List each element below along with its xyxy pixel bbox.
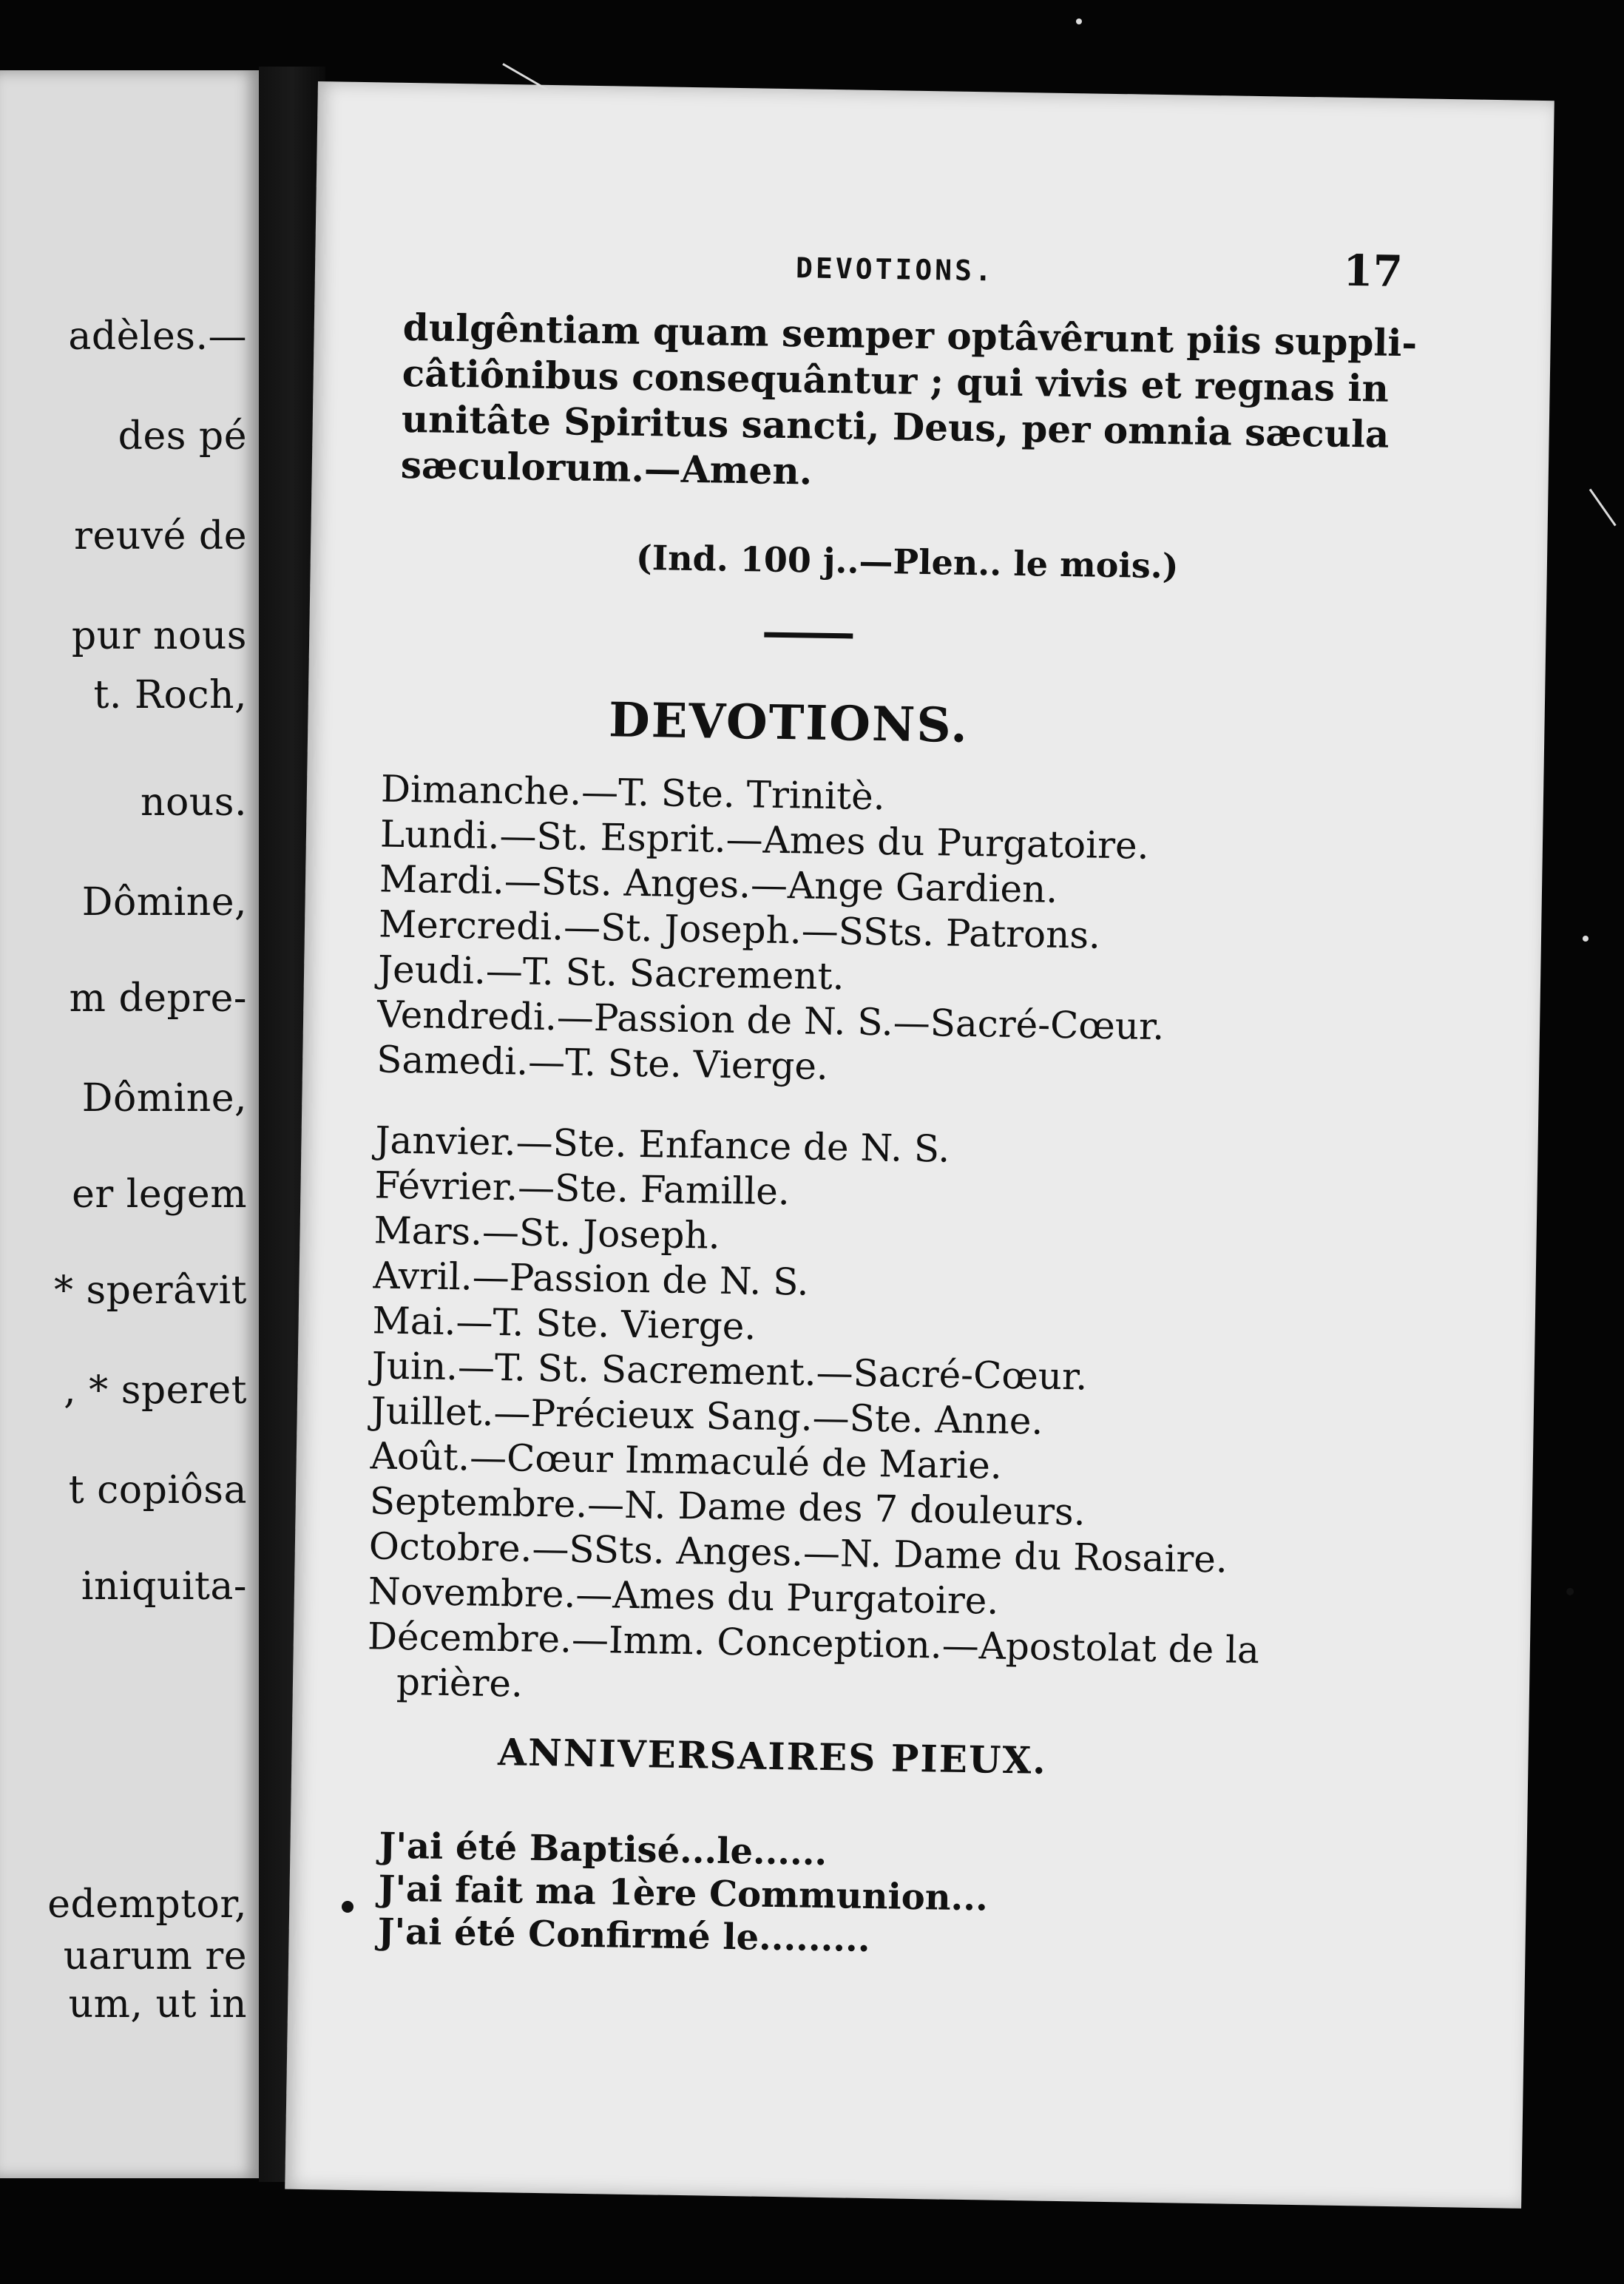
list-item: J'ai été Confirmé le.........	[377, 1910, 871, 1961]
weekday-devotions-list	[376, 766, 1343, 1097]
list-item: J'ai fait ma 1ère Communion...	[378, 1868, 989, 1919]
list-item: Samedi.—T. Ste. Vierge.	[376, 1038, 829, 1088]
film-scratch	[1589, 489, 1617, 527]
monthly-devotions-list	[367, 1118, 1337, 1719]
ink-speck	[342, 1901, 353, 1913]
left-page-line: um, ut in	[68, 1982, 247, 2027]
list-item: Décembre.—Imm. Conception.—Apostolat de la	[367, 1615, 1260, 1672]
left-page-line: t copiôsa	[68, 1468, 247, 1513]
anniversaries-list	[377, 1825, 1341, 1968]
left-page-line: er legem	[72, 1172, 247, 1217]
list-item: Janvier.—Ste. Enfance de N. S.	[375, 1118, 950, 1171]
left-page-line: edemptor,	[47, 1882, 247, 1927]
list-item: Mars.—St. Joseph.	[373, 1209, 721, 1257]
list-item: Juillet.—Précieux Sang.—Ste. Anne.	[371, 1389, 1043, 1443]
left-page-line: reuvé de	[74, 514, 247, 558]
list-item: Septembre.—N. Dame des 7 douleurs.	[369, 1479, 1086, 1534]
left-page-line: uarum re	[63, 1934, 247, 1979]
list-item: Dimanche.—T. Ste. Trinitè.	[380, 767, 886, 819]
left-page-line: m depre-	[69, 976, 247, 1021]
list-item: Novembre.—Ames du Purgatoire.	[368, 1570, 999, 1623]
list-item: prière.	[396, 1660, 524, 1706]
section-divider-rule	[764, 632, 853, 639]
left-page-line: Dômine,	[81, 1076, 247, 1121]
prayer-line: sæculorum.—Amen.	[400, 442, 813, 493]
list-item: Août.—Cœur Immaculé de Marie.	[370, 1434, 1003, 1487]
list-item: Mardi.—Sts. Anges.—Ange Gardien.	[379, 857, 1058, 911]
list-item: Mai.—T. Ste. Vierge.	[372, 1299, 757, 1348]
left-page-line: des pé	[118, 414, 247, 459]
list-item: Lundi.—St. Esprit.—Ames du Purgatoire.	[379, 812, 1149, 868]
section-title: DEVOTIONS.	[608, 692, 970, 754]
left-page-line: pur nous	[71, 614, 247, 658]
left-page-line: adèles.—	[68, 314, 247, 359]
left-page	[0, 70, 259, 2178]
list-item: Juin.—T. St. Sacrement.—Sacré-Cœur.	[371, 1344, 1088, 1399]
film-speck	[1076, 18, 1082, 24]
list-item: Avril.—Passion de N. S.	[373, 1254, 810, 1304]
page-number: 17	[1342, 245, 1404, 297]
anniversaries-title: ANNIVERSAIRES PIEUX.	[497, 1730, 1048, 1783]
film-speck	[1583, 936, 1589, 942]
ink-speck	[1566, 1588, 1574, 1595]
left-page-line: Dômine,	[81, 880, 247, 925]
prayer-line: câtiônibus consequântur ; qui vivis et regnas in	[402, 351, 1390, 410]
running-head: DEVOTIONS.	[795, 251, 995, 288]
left-page-line: nous.	[140, 780, 247, 825]
left-page-line: t. Roch,	[93, 673, 247, 717]
list-item: Mercredi.—St. Joseph.—SSts. Patrons.	[378, 902, 1101, 957]
list-item: Octobre.—SSts. Anges.—N. Dame du Rosaire.	[368, 1524, 1228, 1581]
left-page-line: , * speret	[64, 1368, 247, 1413]
list-item: Février.—Ste. Famille.	[374, 1163, 791, 1214]
prayer-ending-paragraph	[400, 305, 1418, 504]
left-page-line: * sperâvit	[53, 1268, 247, 1313]
left-page-line: iniquita-	[81, 1564, 247, 1609]
list-item: J'ai été Baptisé...le......	[379, 1825, 828, 1874]
right-page	[285, 81, 1554, 2209]
prayer-line: unitâte Spiritus sancti, Deus, per omnia sæcula	[401, 396, 1390, 456]
prayer-line: dulgêntiam quam semper optâvêrunt piis suppli-	[402, 305, 1418, 365]
indulgence-note: (Ind. 100 j..—Plen.. le mois.)	[635, 537, 1179, 587]
list-item: Vendredi.—Passion de N. S.—Sacré-Cœur.	[376, 993, 1165, 1049]
list-item: Jeudi.—T. St. Sacrement.	[377, 947, 845, 999]
